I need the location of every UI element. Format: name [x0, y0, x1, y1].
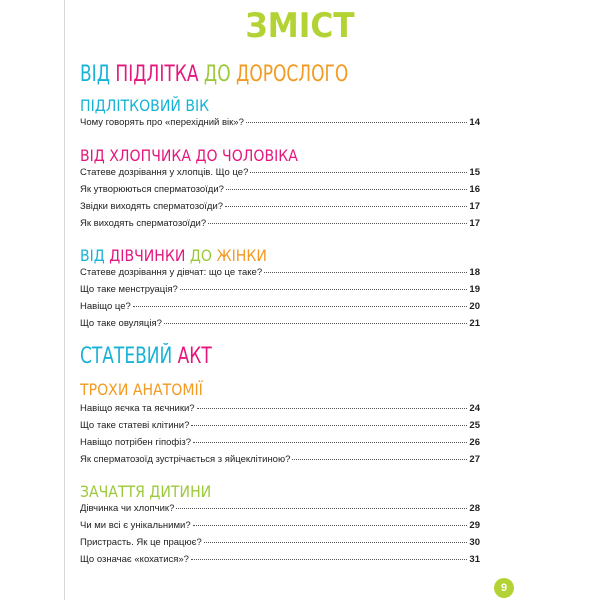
toc-entry[interactable]	[80, 318, 480, 332]
section-heading-word: ВІД ХЛОПЧИКА	[80, 146, 192, 165]
entry-page: 26	[469, 437, 480, 448]
section-heading	[80, 146, 298, 165]
toc-entry[interactable]	[80, 184, 480, 198]
section-heading-word: ВІД	[80, 246, 105, 265]
part-heading-word: СТАТЕВИЙ	[80, 344, 173, 369]
leader-dots	[197, 408, 468, 409]
toc-entry[interactable]	[80, 167, 480, 181]
leader-dots	[133, 306, 468, 307]
leader-dots	[193, 442, 467, 443]
part-heading-intercourse	[80, 344, 212, 369]
entry-title: Як утворюються сперматозоїди?	[80, 184, 224, 195]
entry-title: Звідки виходять сперматозоїди?	[80, 201, 224, 212]
entry-page: 19	[469, 284, 480, 295]
page-edge-line	[64, 0, 65, 600]
toc-entry[interactable]	[80, 267, 480, 281]
part-heading-word: ДО	[203, 62, 231, 87]
entry-title: Що таке менструація?	[80, 284, 178, 295]
toc-entry[interactable]	[80, 301, 480, 315]
section-heading: ЗАЧАТТЯ ДИТИНИ	[80, 482, 212, 501]
entry-title: Пристрасть. Як це працює?	[80, 537, 202, 548]
toc-entry[interactable]	[80, 420, 480, 434]
part-heading-word: АКТ	[177, 344, 212, 369]
leader-dots	[191, 425, 467, 426]
section-heading: ТРОХИ АНАТОМІЇ	[80, 380, 203, 399]
entry-page: 20	[469, 301, 480, 312]
entry-page: 17	[469, 201, 480, 212]
entry-page: 17	[469, 218, 480, 229]
part-heading-adolescence	[80, 62, 348, 87]
part-heading-word: ВІД	[80, 62, 111, 87]
leader-dots	[226, 189, 467, 190]
part-heading-word: ПІДЛІТКА	[115, 62, 199, 87]
entry-page: 25	[469, 420, 480, 431]
entry-page: 31	[469, 554, 480, 565]
leader-dots	[250, 172, 467, 173]
entry-page: 27	[469, 454, 480, 465]
leader-dots	[264, 272, 467, 273]
page-number-badge: 9	[494, 578, 514, 598]
entry-title: Як сперматозоїд зустрічається з яйцеклітиною?	[80, 454, 291, 465]
entry-title: Статеве дозрівання у дівчат: що це таке?	[80, 267, 263, 278]
leader-dots	[164, 323, 468, 324]
leader-dots	[193, 525, 468, 526]
entry-title: Як виходять сперматозоїди?	[80, 218, 207, 229]
toc-entry[interactable]	[80, 503, 480, 517]
part-heading-word: ДОРОСЛОГО	[236, 62, 349, 87]
toc-entry[interactable]	[80, 403, 480, 417]
section-heading	[80, 246, 267, 265]
entry-title: Навіщо яєчка та яєчники?	[80, 403, 195, 414]
leader-dots	[292, 459, 467, 460]
entry-page: 16	[469, 184, 480, 195]
leader-dots	[225, 206, 467, 207]
entry-page: 14	[469, 117, 480, 128]
section-heading-word: ЖІНКИ	[216, 246, 267, 265]
toc-entry[interactable]	[80, 554, 480, 568]
toc-entry[interactable]	[80, 537, 480, 551]
toc-entry[interactable]	[80, 201, 480, 215]
leader-dots	[176, 508, 467, 509]
toc-entry[interactable]	[80, 520, 480, 534]
entry-title: Чому говорять про «перехідний вік»?	[80, 117, 244, 128]
section-heading: ПІДЛІТКОВИЙ ВІК	[80, 96, 210, 115]
leader-dots	[180, 289, 468, 290]
toc-entry[interactable]	[80, 284, 480, 298]
leader-dots	[246, 122, 468, 123]
leader-dots	[204, 542, 468, 543]
entry-title: Що таке овуляція?	[80, 318, 162, 329]
section-heading-word: ДО ЧОЛОВІКА	[195, 146, 298, 165]
entry-page: 30	[469, 537, 480, 548]
entry-page: 28	[469, 503, 480, 514]
entry-page: 15	[469, 167, 480, 178]
entry-title: Статеве дозрівання у хлопців. Що це?	[80, 167, 249, 178]
section-heading-word: ДІВЧИНКИ	[109, 246, 186, 265]
entry-title: Дівчинка чи хлопчик?	[80, 503, 175, 514]
toc-entry[interactable]	[80, 437, 480, 451]
entry-title: Навіщо потрібен гіпофіз?	[80, 437, 191, 448]
entry-title: Що означає «кохатися»?	[80, 554, 189, 565]
entry-title: Що таке статеві клітини?	[80, 420, 190, 431]
entry-page: 21	[469, 318, 480, 329]
toc-entry[interactable]	[80, 218, 480, 232]
entry-page: 24	[469, 403, 480, 414]
entry-page: 29	[469, 520, 480, 531]
toc-entry[interactable]	[80, 454, 480, 468]
leader-dots	[208, 223, 467, 224]
entry-page: 18	[469, 267, 480, 278]
section-heading-word: ДО	[189, 246, 212, 265]
toc-entry[interactable]	[80, 117, 480, 131]
leader-dots	[191, 559, 467, 560]
entry-title: Навіщо це?	[80, 301, 131, 312]
entry-title: Чи ми всі є унікальними?	[80, 520, 191, 531]
page-title: ЗМІСТ	[245, 6, 355, 46]
